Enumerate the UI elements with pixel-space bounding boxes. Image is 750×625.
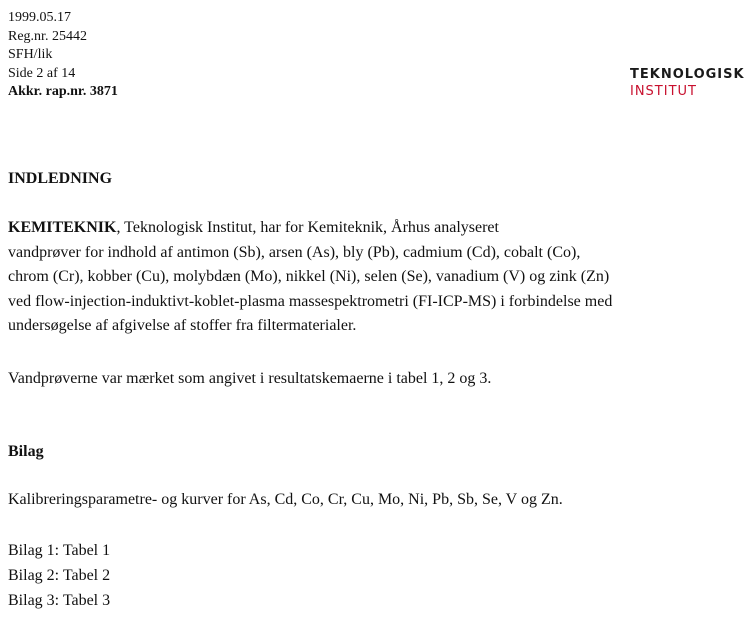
appendix-item: Bilag 2: Tabel 2 [8, 567, 111, 584]
intro-paragraph [8, 216, 612, 339]
appendix-item: Bilag 3: Tabel 3 [8, 592, 111, 609]
calibration-text: Kalibreringsparametre- og kurver for As, Cd, Co, Cr, Cu, Mo, Ni, Pb, Sb, Se, V og Zn. [8, 491, 563, 508]
intro-line-2: vandprøver for indhold af antimon (Sb), arsen (As), bly (Pb), cadmium (Cd), cobalt (Co), [8, 243, 581, 261]
document-date: 1999.05.17 [8, 10, 71, 25]
intro-line-4: ved flow-injection-induktivt-koblet-plasma massespektrometri (FI-ICP-MS) i forbindelse med [8, 292, 613, 310]
intro-line-5: undersøgelse af afgivelse af stoffer fra filtermaterialer. [8, 317, 357, 334]
intro-line-1-rest: , Teknologisk Institut, har for Kemiteknik, Århus analyseret [116, 219, 499, 236]
client-name: KEMITEKNIK [8, 219, 117, 236]
logo-line-2: INSTITUT [630, 84, 697, 99]
page-number: Side 2 af 14 [8, 65, 76, 81]
registration-number: Reg.nr. 25442 [8, 28, 87, 44]
sample-marking-text: Vandprøverne var mærket som angivet i resultatskemaerne i tabel 1, 2 og 3. [8, 370, 492, 387]
appendix-item: Bilag 1: Tabel 1 [8, 542, 111, 559]
section-heading-indledning: INDLEDNING [8, 170, 113, 187]
author-initials: SFH/lik [8, 47, 53, 62]
accreditation-report-number: Akkr. rap.nr. 3871 [8, 84, 118, 99]
document-header-meta [8, 9, 118, 102]
intro-line-3: chrom (Cr), kobber (Cu), molybdæn (Mo), nikkel (Ni), selen (Se), vanadium (V) og zink (Zn) [8, 268, 610, 285]
logo-line-1: TEKNOLOGISK [630, 67, 745, 82]
section-heading-bilag: Bilag [8, 443, 44, 460]
teknologisk-institut-logo [630, 66, 745, 100]
intro-line-1 [8, 216, 612, 241]
